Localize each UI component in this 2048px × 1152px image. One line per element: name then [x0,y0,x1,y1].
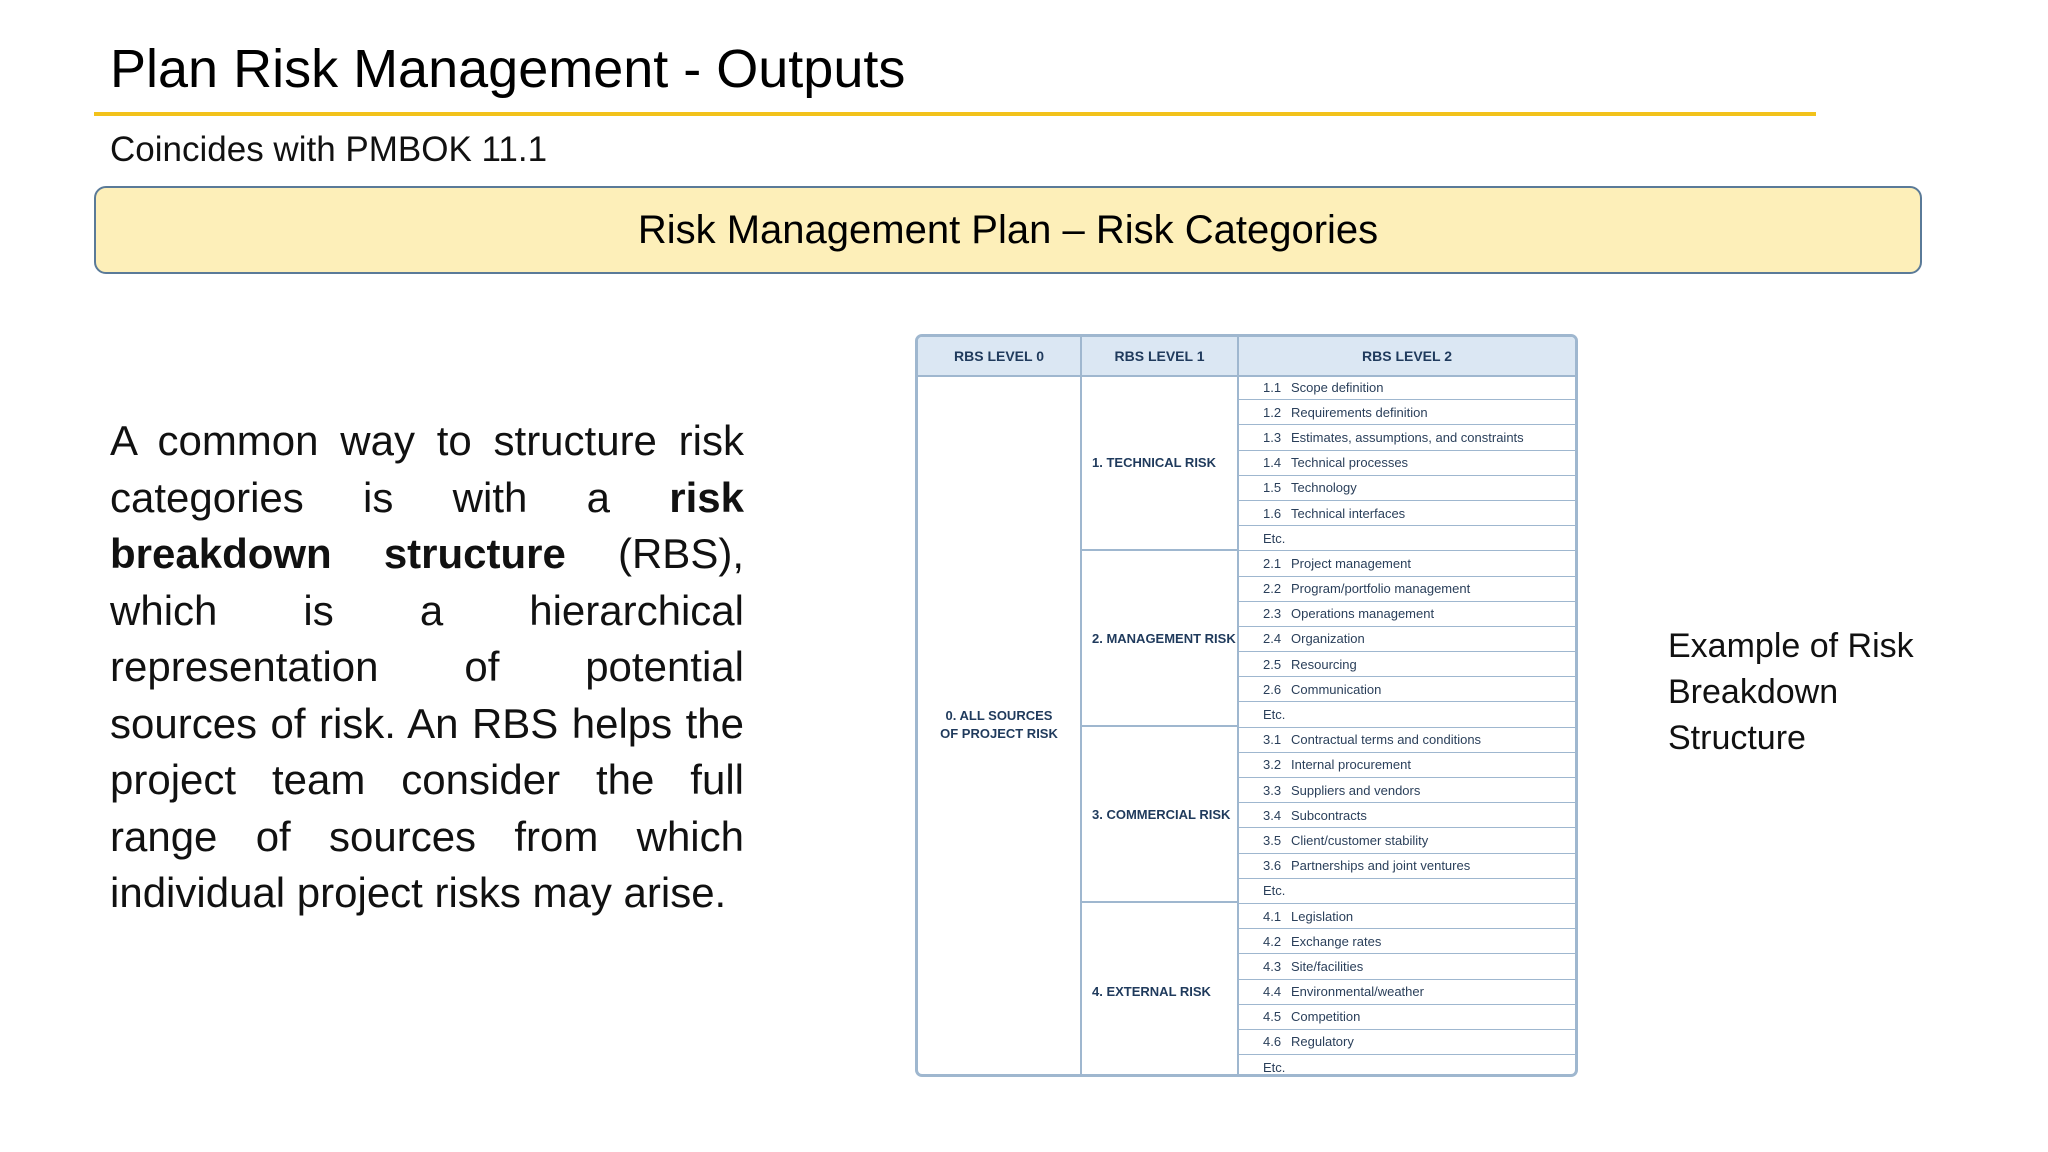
rbs-item-number: 2.3 [1263,606,1282,622]
rbs-item-text: Organization [1291,631,1365,647]
banner-text: Risk Management Plan – Risk Categories [637,207,1379,252]
rbs-level2-item [1239,551,1575,576]
rbs-item-number: 4.4 [1263,984,1282,1000]
rbs-item-number: 1.4 [1263,455,1282,471]
rbs-item-text: Program/portfolio management [1291,581,1471,597]
rbs-item-text: Suppliers and vendors [1291,782,1421,798]
rbs-level0-cell [918,375,1082,1074]
rbs-item-number: 3.3 [1263,782,1282,798]
rbs-level1-category: 2. MANAGEMENT RISK [1082,551,1237,727]
rbs-item-text: Etc. [1263,530,1286,546]
rbs-level2-item [1239,526,1575,551]
rbs-level0-label: 0. ALL SOURCES OF PROJECT RISK [940,707,1058,741]
rbs-item-number: 2.2 [1263,581,1282,597]
rbs-item-text: Contractual terms and conditions [1291,732,1482,748]
rbs-item-number: 4.5 [1263,1009,1282,1025]
rbs-level2-item [1239,929,1575,954]
rbs-level2-item [1239,602,1575,627]
body-text-part2: (RBS), which is a hierarchical representation of potential sources of risk. An RBS helps the project team consider the full range of sources from which individual project risks may arise. [110,530,744,916]
rbs-level2-item [1239,1005,1575,1030]
rbs-level1-category: 3. COMMERCIAL RISK [1082,727,1237,903]
rbs-item-text: Scope definition [1291,379,1384,395]
rbs-level2-item [1239,627,1575,652]
rbs-item-text: Environmental/weather [1291,984,1424,1000]
rbs-item-text: Technology [1291,480,1357,496]
rbs-header-level1: RBS LEVEL 1 [1082,337,1239,375]
rbs-item-number: 4.2 [1263,933,1282,949]
rbs-item-text: Technical processes [1291,455,1409,471]
rbs-level2-item [1239,904,1575,929]
rbs-level2-item [1239,980,1575,1005]
rbs-item-number: 1.2 [1263,404,1282,420]
rbs-item-text: Client/customer stability [1291,832,1429,848]
rbs-header-level0: RBS LEVEL 0 [918,337,1082,375]
rbs-item-number: 4.3 [1263,958,1282,974]
rbs-item-text: Competition [1291,1009,1361,1025]
rbs-item-number: 2.1 [1263,555,1282,571]
rbs-level2-item [1239,702,1575,727]
rbs-item-text: Etc. [1263,707,1286,723]
rbs-level2-item [1239,954,1575,979]
rbs-item-text: Partnerships and joint ventures [1291,858,1471,874]
rbs-level2-item [1239,728,1575,753]
rbs-item-number: 3.1 [1263,732,1282,748]
rbs-level2-item [1239,1055,1575,1077]
rbs-level2-item [1239,803,1575,828]
rbs-item-text: Regulatory [1291,1034,1354,1050]
rbs-level2-item [1239,375,1575,400]
figure-caption: Example of Risk Breakdown Structure [1668,627,1914,757]
rbs-level2-item [1239,476,1575,501]
section-banner [94,186,1922,274]
rbs-item-number: 3.6 [1263,858,1282,874]
rbs-level2-item [1239,879,1575,904]
rbs-item-number: 1.6 [1263,505,1282,521]
rbs-item-text: Technical interfaces [1291,505,1406,521]
rbs-level2-item [1239,753,1575,778]
rbs-item-text: Estimates, assumptions, and constraints [1291,429,1524,445]
rbs-item-text: Communication [1291,681,1382,697]
rbs-level2-item [1239,828,1575,853]
rbs-header-row [918,337,1575,377]
rbs-level2-item [1239,400,1575,425]
slide-title: Plan Risk Management - Outputs [110,39,906,99]
rbs-level2-item [1239,501,1575,526]
rbs-item-text: Internal procurement [1291,757,1411,773]
rbs-item-number: 1.3 [1263,429,1282,445]
rbs-item-number: 4.1 [1263,908,1282,924]
title-underline [94,112,1816,116]
rbs-item-text: Requirements definition [1291,404,1428,420]
body-text-part1: A common way to structure risk categories is with a [110,417,744,521]
rbs-item-text: Legislation [1291,908,1354,924]
rbs-item-number: 1.5 [1263,480,1282,496]
rbs-item-number: 4.6 [1263,1034,1282,1050]
rbs-item-number: 3.2 [1263,757,1282,773]
rbs-item-number: 2.6 [1263,681,1282,697]
rbs-item-text: Subcontracts [1291,807,1367,823]
rbs-item-number: 3.5 [1263,832,1282,848]
rbs-item-number: 1.1 [1263,379,1282,395]
rbs-item-text: Exchange rates [1291,933,1382,949]
rbs-level1-category: 4. EXTERNAL RISK [1092,983,1211,999]
rbs-item-text: Project management [1291,555,1411,571]
rbs-level1-column [1082,375,1239,1074]
rbs-level2-item [1239,1030,1575,1055]
body-text-bold: risk breakdown structure [110,473,744,577]
rbs-item-text: Operations management [1291,606,1435,622]
rbs-item-number: 3.4 [1263,807,1282,823]
rbs-level1-category: 1. TECHNICAL RISK [1082,375,1237,551]
rbs-item-text: Etc. [1263,883,1286,899]
rbs-item-text: Etc. [1263,1060,1286,1076]
rbs-level2-item [1239,425,1575,450]
rbs-level2-column [1239,375,1575,1074]
rbs-level2-item [1239,577,1575,602]
rbs-level2-item [1239,778,1575,803]
body-paragraph [110,413,744,922]
rbs-item-text: Site/facilities [1291,958,1364,974]
rbs-item-number: 2.4 [1263,631,1282,647]
rbs-item-number: 2.5 [1263,656,1282,672]
rbs-figure [915,334,1578,1077]
rbs-level2-item [1239,652,1575,677]
rbs-item-text: Resourcing [1291,656,1357,672]
rbs-level2-item [1239,854,1575,879]
slide-subtitle: Coincides with PMBOK 11.1 [110,130,548,169]
rbs-level2-item [1239,677,1575,702]
rbs-header-level2: RBS LEVEL 2 [1362,348,1452,364]
rbs-level2-item [1239,451,1575,476]
